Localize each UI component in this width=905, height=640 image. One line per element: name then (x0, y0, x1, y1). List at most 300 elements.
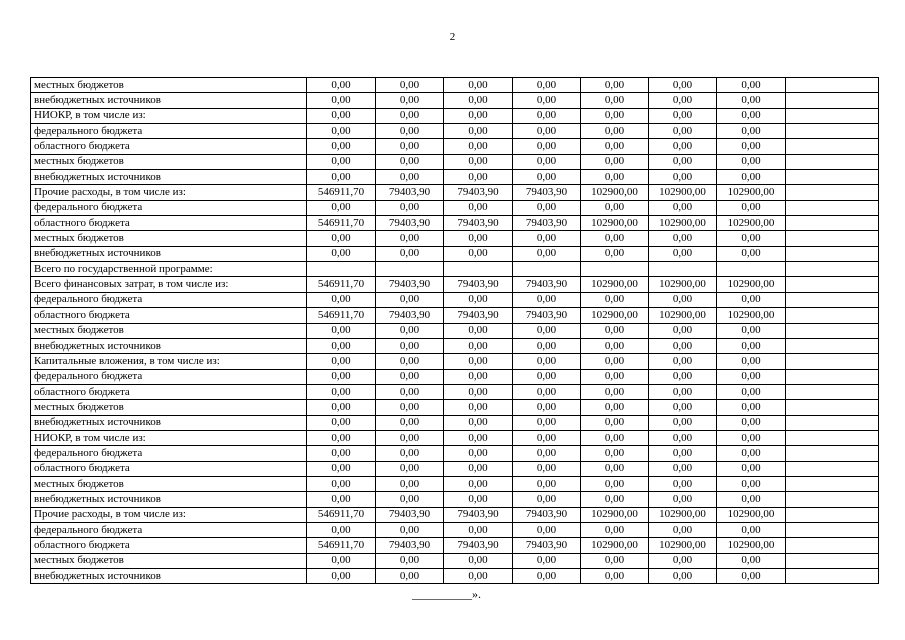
value-cell: 102900,00 (717, 308, 786, 323)
table-row (31, 415, 879, 430)
value-cell: 0,00 (307, 170, 376, 185)
value-cell: 79403,90 (376, 308, 444, 323)
value-cell (786, 231, 879, 246)
value-cell: 0,00 (581, 139, 649, 154)
value-cell: 0,00 (717, 338, 786, 353)
value-cell: 79403,90 (444, 216, 513, 231)
value-cell: 0,00 (307, 461, 376, 476)
value-cell (581, 262, 649, 277)
value-cell: 0,00 (717, 354, 786, 369)
value-cell: 0,00 (376, 200, 444, 215)
value-cell: 0,00 (376, 292, 444, 307)
value-cell: 0,00 (513, 492, 581, 507)
row-label: областного бюджета (31, 384, 307, 399)
value-cell: 0,00 (717, 476, 786, 491)
table-row (31, 569, 879, 584)
value-cell (786, 446, 879, 461)
value-cell (786, 553, 879, 568)
row-label: местных бюджетов (31, 231, 307, 246)
value-cell: 102900,00 (649, 538, 717, 553)
value-cell: 79403,90 (444, 277, 513, 292)
table-row (31, 185, 879, 200)
budget-table (30, 77, 879, 584)
table-row (31, 216, 879, 231)
row-label: местных бюджетов (31, 323, 307, 338)
value-cell: 0,00 (376, 78, 444, 93)
value-cell: 79403,90 (444, 185, 513, 200)
value-cell (786, 124, 879, 139)
value-cell: 79403,90 (444, 507, 513, 522)
value-cell: 0,00 (444, 569, 513, 584)
row-label: областного бюджета (31, 308, 307, 323)
value-cell: 0,00 (376, 430, 444, 445)
value-cell (786, 277, 879, 292)
value-cell: 0,00 (376, 476, 444, 491)
table-row (31, 170, 879, 185)
value-cell: 102900,00 (649, 507, 717, 522)
value-cell: 0,00 (581, 553, 649, 568)
value-cell: 102900,00 (649, 308, 717, 323)
value-cell: 0,00 (581, 200, 649, 215)
value-cell: 0,00 (649, 323, 717, 338)
value-cell: 0,00 (649, 400, 717, 415)
value-cell: 0,00 (513, 446, 581, 461)
value-cell: 0,00 (649, 415, 717, 430)
value-cell: 102900,00 (649, 185, 717, 200)
value-cell: 0,00 (581, 246, 649, 261)
table-row (31, 507, 879, 522)
value-cell: 0,00 (307, 323, 376, 338)
value-cell: 0,00 (307, 338, 376, 353)
value-cell (786, 170, 879, 185)
value-cell: 0,00 (581, 154, 649, 169)
value-cell: 0,00 (649, 154, 717, 169)
value-cell: 0,00 (307, 124, 376, 139)
value-cell: 79403,90 (376, 507, 444, 522)
table-row (31, 446, 879, 461)
row-label: федерального бюджета (31, 200, 307, 215)
table-row (31, 124, 879, 139)
value-cell: 0,00 (649, 492, 717, 507)
row-label: местных бюджетов (31, 553, 307, 568)
value-cell: 0,00 (649, 246, 717, 261)
value-cell: 0,00 (649, 461, 717, 476)
value-cell: 0,00 (444, 108, 513, 123)
row-label: внебюджетных источников (31, 93, 307, 108)
value-cell: 0,00 (581, 400, 649, 415)
value-cell: 0,00 (717, 170, 786, 185)
value-cell: 0,00 (717, 400, 786, 415)
value-cell: 0,00 (307, 369, 376, 384)
value-cell (786, 461, 879, 476)
value-cell: 0,00 (581, 569, 649, 584)
value-cell: 102900,00 (717, 185, 786, 200)
value-cell: 102900,00 (649, 277, 717, 292)
value-cell (786, 476, 879, 491)
value-cell: 79403,90 (376, 216, 444, 231)
value-cell: 0,00 (717, 292, 786, 307)
value-cell: 0,00 (376, 384, 444, 399)
row-label: федерального бюджета (31, 446, 307, 461)
value-cell: 0,00 (307, 415, 376, 430)
value-cell: 0,00 (513, 292, 581, 307)
value-cell: 0,00 (513, 476, 581, 491)
value-cell: 0,00 (376, 108, 444, 123)
table-row (31, 93, 879, 108)
value-cell: 102900,00 (581, 216, 649, 231)
value-cell: 0,00 (717, 369, 786, 384)
value-cell: 0,00 (307, 446, 376, 461)
value-cell: 0,00 (307, 292, 376, 307)
table-row (31, 292, 879, 307)
table-row (31, 553, 879, 568)
value-cell: 0,00 (649, 231, 717, 246)
value-cell: 546911,70 (307, 308, 376, 323)
value-cell: 0,00 (444, 384, 513, 399)
value-cell: 0,00 (513, 108, 581, 123)
value-cell: 0,00 (581, 492, 649, 507)
value-cell: 0,00 (307, 108, 376, 123)
value-cell: 102900,00 (717, 216, 786, 231)
table-row (31, 338, 879, 353)
table-row (31, 400, 879, 415)
value-cell: 546911,70 (307, 538, 376, 553)
value-cell: 0,00 (717, 461, 786, 476)
value-cell: 0,00 (376, 231, 444, 246)
value-cell: 79403,90 (513, 216, 581, 231)
value-cell: 0,00 (581, 476, 649, 491)
value-cell (717, 262, 786, 277)
value-cell: 0,00 (649, 354, 717, 369)
value-cell: 0,00 (717, 553, 786, 568)
table-row (31, 246, 879, 261)
value-cell: 0,00 (376, 93, 444, 108)
page-number: 2 (449, 31, 456, 43)
value-cell: 0,00 (307, 246, 376, 261)
value-cell: 0,00 (581, 78, 649, 93)
value-cell: 0,00 (513, 569, 581, 584)
value-cell: 0,00 (307, 139, 376, 154)
value-cell: 0,00 (513, 170, 581, 185)
value-cell: 79403,90 (513, 538, 581, 553)
row-label: областного бюджета (31, 216, 307, 231)
row-label: внебюджетных источников (31, 569, 307, 584)
value-cell: 0,00 (581, 354, 649, 369)
row-label: Прочие расходы, в том числе из: (31, 185, 307, 200)
value-cell (786, 292, 879, 307)
value-cell (786, 262, 879, 277)
value-cell (786, 415, 879, 430)
value-cell: 0,00 (444, 292, 513, 307)
value-cell: 0,00 (717, 522, 786, 537)
value-cell: 546911,70 (307, 185, 376, 200)
value-cell: 102900,00 (649, 216, 717, 231)
value-cell: 0,00 (649, 384, 717, 399)
value-cell (513, 262, 581, 277)
value-cell: 0,00 (581, 430, 649, 445)
value-cell: 0,00 (717, 430, 786, 445)
value-cell: 0,00 (581, 369, 649, 384)
value-cell: 0,00 (717, 446, 786, 461)
value-cell: 0,00 (717, 231, 786, 246)
value-cell: 0,00 (376, 446, 444, 461)
table-row (31, 200, 879, 215)
value-cell: 0,00 (513, 139, 581, 154)
row-label: местных бюджетов (31, 78, 307, 93)
value-cell: 0,00 (376, 139, 444, 154)
value-cell: 0,00 (513, 384, 581, 399)
value-cell (786, 308, 879, 323)
value-cell: 0,00 (376, 124, 444, 139)
value-cell: 102900,00 (717, 277, 786, 292)
value-cell: 0,00 (307, 522, 376, 537)
value-cell: 0,00 (376, 170, 444, 185)
row-label: областного бюджета (31, 538, 307, 553)
value-cell: 0,00 (649, 430, 717, 445)
table-row (31, 492, 879, 507)
value-cell: 0,00 (717, 569, 786, 584)
value-cell: 0,00 (376, 569, 444, 584)
table-row (31, 354, 879, 369)
value-cell: 0,00 (444, 369, 513, 384)
value-cell: 0,00 (581, 292, 649, 307)
value-cell: 0,00 (717, 200, 786, 215)
value-cell: 0,00 (717, 246, 786, 261)
table-row (31, 461, 879, 476)
value-cell: 0,00 (376, 369, 444, 384)
row-label: внебюджетных источников (31, 415, 307, 430)
value-cell: 0,00 (376, 461, 444, 476)
value-cell: 0,00 (307, 492, 376, 507)
table-row (31, 139, 879, 154)
value-cell: 102900,00 (581, 185, 649, 200)
row-label: федерального бюджета (31, 124, 307, 139)
value-cell: 0,00 (581, 93, 649, 108)
value-cell (786, 216, 879, 231)
value-cell: 0,00 (581, 231, 649, 246)
value-cell: 0,00 (444, 446, 513, 461)
row-label: НИОКР, в том числе из: (31, 108, 307, 123)
row-label: внебюджетных источников (31, 492, 307, 507)
row-label: местных бюджетов (31, 400, 307, 415)
value-cell: 0,00 (307, 78, 376, 93)
value-cell: 79403,90 (444, 308, 513, 323)
value-cell (786, 185, 879, 200)
value-cell: 0,00 (307, 569, 376, 584)
value-cell (786, 384, 879, 399)
value-cell: 0,00 (513, 430, 581, 445)
row-label: местных бюджетов (31, 476, 307, 491)
value-cell: 79403,90 (513, 308, 581, 323)
value-cell (786, 93, 879, 108)
value-cell: 79403,90 (376, 185, 444, 200)
row-label: Капитальные вложения, в том числе из: (31, 354, 307, 369)
value-cell: 0,00 (649, 369, 717, 384)
value-cell (376, 262, 444, 277)
value-cell: 0,00 (444, 170, 513, 185)
value-cell: 0,00 (444, 354, 513, 369)
value-cell: 0,00 (717, 154, 786, 169)
closing-mark: __________». (412, 587, 481, 601)
value-cell: 79403,90 (444, 538, 513, 553)
value-cell: 0,00 (513, 231, 581, 246)
value-cell: 0,00 (581, 384, 649, 399)
value-cell: 0,00 (581, 124, 649, 139)
value-cell: 0,00 (513, 93, 581, 108)
value-cell: 0,00 (649, 569, 717, 584)
value-cell: 0,00 (649, 78, 717, 93)
value-cell (786, 507, 879, 522)
value-cell: 0,00 (376, 400, 444, 415)
value-cell: 0,00 (717, 323, 786, 338)
value-cell: 0,00 (513, 553, 581, 568)
value-cell (786, 522, 879, 537)
value-cell: 0,00 (581, 446, 649, 461)
value-cell: 0,00 (649, 292, 717, 307)
value-cell (786, 430, 879, 445)
value-cell (786, 108, 879, 123)
value-cell (786, 354, 879, 369)
value-cell: 0,00 (376, 154, 444, 169)
table-row (31, 476, 879, 491)
value-cell (786, 538, 879, 553)
value-cell: 0,00 (307, 200, 376, 215)
row-label: федерального бюджета (31, 369, 307, 384)
value-cell (786, 369, 879, 384)
table-row (31, 430, 879, 445)
value-cell: 0,00 (444, 430, 513, 445)
value-cell: 0,00 (307, 476, 376, 491)
value-cell: 0,00 (717, 78, 786, 93)
value-cell (786, 569, 879, 584)
table-row (31, 369, 879, 384)
value-cell: 102900,00 (581, 277, 649, 292)
value-cell: 0,00 (717, 139, 786, 154)
value-cell: 0,00 (513, 415, 581, 430)
table-row (31, 308, 879, 323)
value-cell (786, 246, 879, 261)
value-cell: 0,00 (513, 354, 581, 369)
value-cell: 0,00 (376, 553, 444, 568)
value-cell: 102900,00 (717, 507, 786, 522)
value-cell: 0,00 (649, 338, 717, 353)
row-label: Всего финансовых затрат, в том числе из: (31, 277, 307, 292)
value-cell (786, 200, 879, 215)
value-cell: 0,00 (513, 369, 581, 384)
value-cell: 0,00 (444, 93, 513, 108)
value-cell: 0,00 (649, 553, 717, 568)
value-cell (786, 400, 879, 415)
row-label: местных бюджетов (31, 154, 307, 169)
table-row (31, 522, 879, 537)
value-cell: 0,00 (307, 93, 376, 108)
value-cell: 0,00 (581, 323, 649, 338)
value-cell: 0,00 (444, 415, 513, 430)
value-cell: 0,00 (649, 170, 717, 185)
value-cell: 0,00 (376, 338, 444, 353)
value-cell: 0,00 (581, 522, 649, 537)
value-cell: 0,00 (307, 354, 376, 369)
value-cell: 0,00 (376, 246, 444, 261)
value-cell: 0,00 (717, 492, 786, 507)
value-cell: 0,00 (444, 461, 513, 476)
value-cell: 0,00 (307, 430, 376, 445)
value-cell: 0,00 (649, 139, 717, 154)
value-cell: 0,00 (444, 522, 513, 537)
table-row (31, 277, 879, 292)
value-cell: 0,00 (307, 231, 376, 246)
value-cell: 79403,90 (376, 538, 444, 553)
value-cell: 0,00 (444, 553, 513, 568)
row-label: Всего по государственной программе: (31, 262, 307, 277)
value-cell: 0,00 (444, 139, 513, 154)
value-cell (786, 78, 879, 93)
value-cell: 0,00 (376, 492, 444, 507)
value-cell: 0,00 (444, 476, 513, 491)
value-cell: 0,00 (444, 154, 513, 169)
value-cell: 546911,70 (307, 507, 376, 522)
value-cell (649, 262, 717, 277)
value-cell: 0,00 (649, 124, 717, 139)
value-cell: 546911,70 (307, 277, 376, 292)
value-cell: 546911,70 (307, 216, 376, 231)
table-row (31, 323, 879, 338)
value-cell: 0,00 (513, 200, 581, 215)
value-cell: 0,00 (513, 78, 581, 93)
value-cell: 0,00 (376, 522, 444, 537)
row-label: внебюджетных источников (31, 338, 307, 353)
row-label: федерального бюджета (31, 292, 307, 307)
value-cell: 0,00 (581, 415, 649, 430)
value-cell: 0,00 (581, 108, 649, 123)
value-cell (786, 154, 879, 169)
row-label: внебюджетных источников (31, 246, 307, 261)
value-cell: 79403,90 (513, 277, 581, 292)
value-cell: 0,00 (649, 476, 717, 491)
value-cell: 102900,00 (581, 507, 649, 522)
row-label: областного бюджета (31, 461, 307, 476)
value-cell (786, 338, 879, 353)
row-label: федерального бюджета (31, 522, 307, 537)
table-row (31, 262, 879, 277)
value-cell: 0,00 (581, 170, 649, 185)
value-cell: 0,00 (444, 200, 513, 215)
value-cell (444, 262, 513, 277)
value-cell: 0,00 (444, 78, 513, 93)
value-cell: 0,00 (307, 384, 376, 399)
value-cell (786, 323, 879, 338)
table-row (31, 154, 879, 169)
value-cell: 0,00 (513, 522, 581, 537)
value-cell: 0,00 (376, 323, 444, 338)
table-row (31, 231, 879, 246)
value-cell: 0,00 (717, 384, 786, 399)
value-cell: 0,00 (717, 415, 786, 430)
value-cell: 0,00 (513, 338, 581, 353)
value-cell: 0,00 (649, 200, 717, 215)
value-cell: 0,00 (717, 124, 786, 139)
value-cell: 0,00 (513, 323, 581, 338)
value-cell: 102900,00 (581, 538, 649, 553)
value-cell: 0,00 (717, 108, 786, 123)
value-cell: 79403,90 (513, 185, 581, 200)
value-cell: 0,00 (376, 354, 444, 369)
value-cell: 79403,90 (376, 277, 444, 292)
value-cell: 0,00 (513, 461, 581, 476)
value-cell: 0,00 (444, 492, 513, 507)
value-cell (786, 139, 879, 154)
budget-table-body (31, 78, 879, 584)
